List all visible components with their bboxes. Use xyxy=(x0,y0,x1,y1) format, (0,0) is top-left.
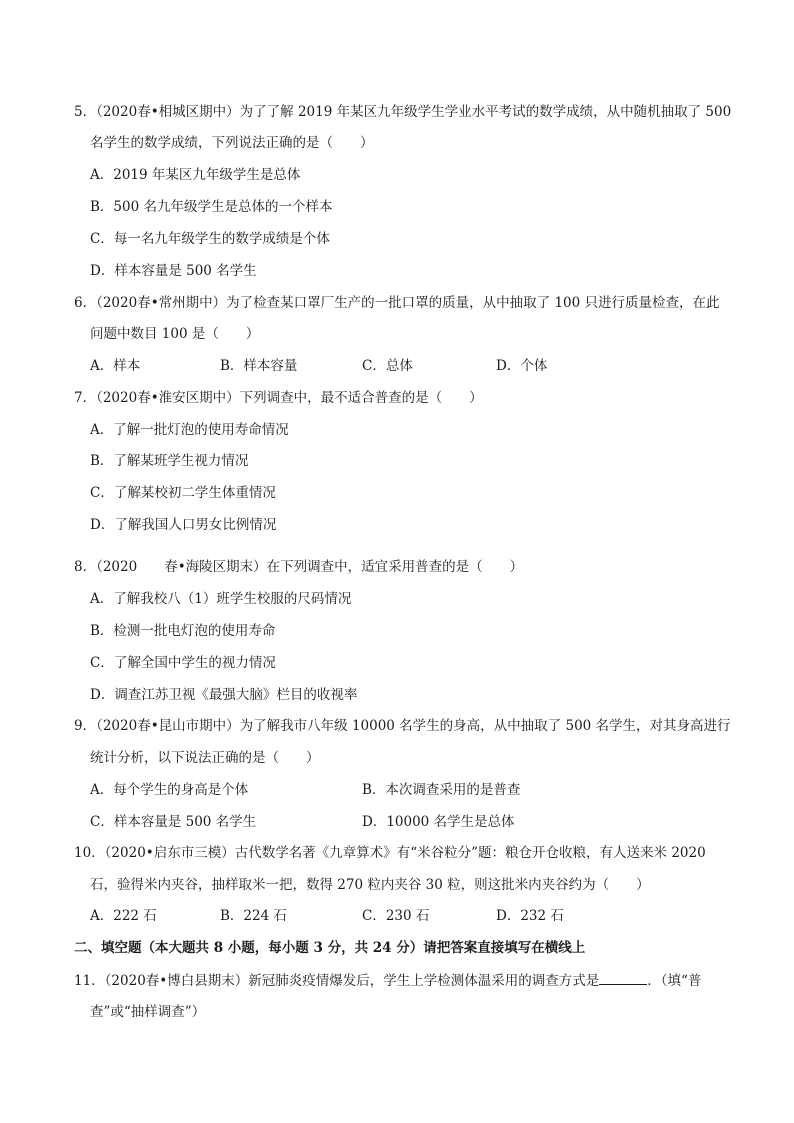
q5-option-b: B．500 名九年级学生是总体的一个样本 xyxy=(90,199,333,215)
q10-stem-line2: 石，验得米内夹谷，抽样取米一把，数得 270 粒内夹谷 30 粒，则这批米内夹谷约为（ ） xyxy=(90,877,650,893)
q5-stem-line2: 名学生的数学成绩，下列说法正确的是（ ） xyxy=(90,135,374,151)
q7-option-d: D．了解我国人口男女比例情况 xyxy=(90,517,277,533)
q10-option-d: D．232 石 xyxy=(496,908,564,924)
q9-option-d: D．10000 名学生是总体 xyxy=(362,814,515,830)
q6-option-d: D．个体 xyxy=(496,358,548,374)
q5-option-d: D．样本容量是 500 名学生 xyxy=(90,263,257,279)
q7-option-b: B．了解某班学生视力情况 xyxy=(90,453,249,469)
q9-stem-line2: 统计分析，以下说法正确的是（ ） xyxy=(90,750,320,766)
q9-option-c: C．样本容量是 500 名学生 xyxy=(90,814,257,830)
q6-stem-line2: 问题中数目 100 是（ ） xyxy=(90,326,260,342)
q11-text-before-blank: 11．（2020春•博白县期末）新冠肺炎疫情爆发后，学生上学检测体温采用的调查方式是 xyxy=(74,973,600,989)
q5-stem-line1: 5．（2020春•相城区期中）为了了解 2019 年某区九年级学生学业水平考试的数学成绩，从中随机抽取了 500 xyxy=(74,104,732,120)
q11-text-after-blank: ．（填“普 xyxy=(647,973,702,989)
q6-option-c: C．总体 xyxy=(362,358,413,374)
q5-option-c: C．每一名九年级学生的数学成绩是个体 xyxy=(90,231,330,247)
q9-option-a: A．每个学生的身高是个体 xyxy=(90,782,249,798)
q6-option-a: A．样本 xyxy=(90,358,141,374)
q10-stem-line1: 10．（2020•启东市三模）古代数学名著《九章算术》有“米谷粒分”题：粮仓开仓收粮，有人送来米 2020 xyxy=(74,845,706,861)
section-heading-fill-in: 二、填空题（本大题共 8 小题，每小题 3 分，共 24 分）请把答案直接填写在横线上 xyxy=(74,940,586,956)
q7-option-a: A．了解一批灯泡的使用寿命情况 xyxy=(90,422,289,438)
q5-option-a: A．2019 年某区九年级学生是总体 xyxy=(90,167,301,183)
q10-option-a: A．222 石 xyxy=(90,908,157,924)
q8-option-b: B．检测一批电灯泡的使用寿命 xyxy=(90,623,276,639)
q8-stem-line1: 8．（2020 春•海陵区期末）在下列调查中，适宜采用普查的是（ ） xyxy=(74,559,524,575)
q9-option-b: B．本次调查采用的是普查 xyxy=(362,782,521,798)
q7-stem-line1: 7．（2020春•淮安区期中）下列调查中，最不适合普查的是（ ） xyxy=(74,390,483,406)
q11-stem-line2: 查”或“抽样调查”） xyxy=(90,1004,206,1020)
q6-stem-line1: 6．（2020春•常州期中）为了检查某口罩厂生产的一批口罩的质量，从中抽取了 100 只进行质量检查，在此 xyxy=(74,295,720,311)
q7-option-c: C．了解某校初二学生体重情况 xyxy=(90,485,276,501)
q6-option-b: B．样本容量 xyxy=(220,358,298,374)
q10-option-b: B．224 石 xyxy=(220,908,287,924)
q11-answer-blank[interactable] xyxy=(599,970,647,985)
q8-option-c: C．了解全国中学生的视力情况 xyxy=(90,655,276,671)
q10-option-c: C．230 石 xyxy=(362,908,430,924)
q9-stem-line1: 9．（2020春•昆山市期中）为了解我市八年级 10000 名学生的身高，从中抽取了 500 名学生，对其身高进行 xyxy=(74,718,731,734)
q11-stem-line1 xyxy=(74,970,701,990)
q8-option-a: A．了解我校八（1）班学生校服的尺码情况 xyxy=(90,591,352,607)
q8-option-d: D．调查江苏卫视《最强大脑》栏目的收视率 xyxy=(90,687,358,703)
